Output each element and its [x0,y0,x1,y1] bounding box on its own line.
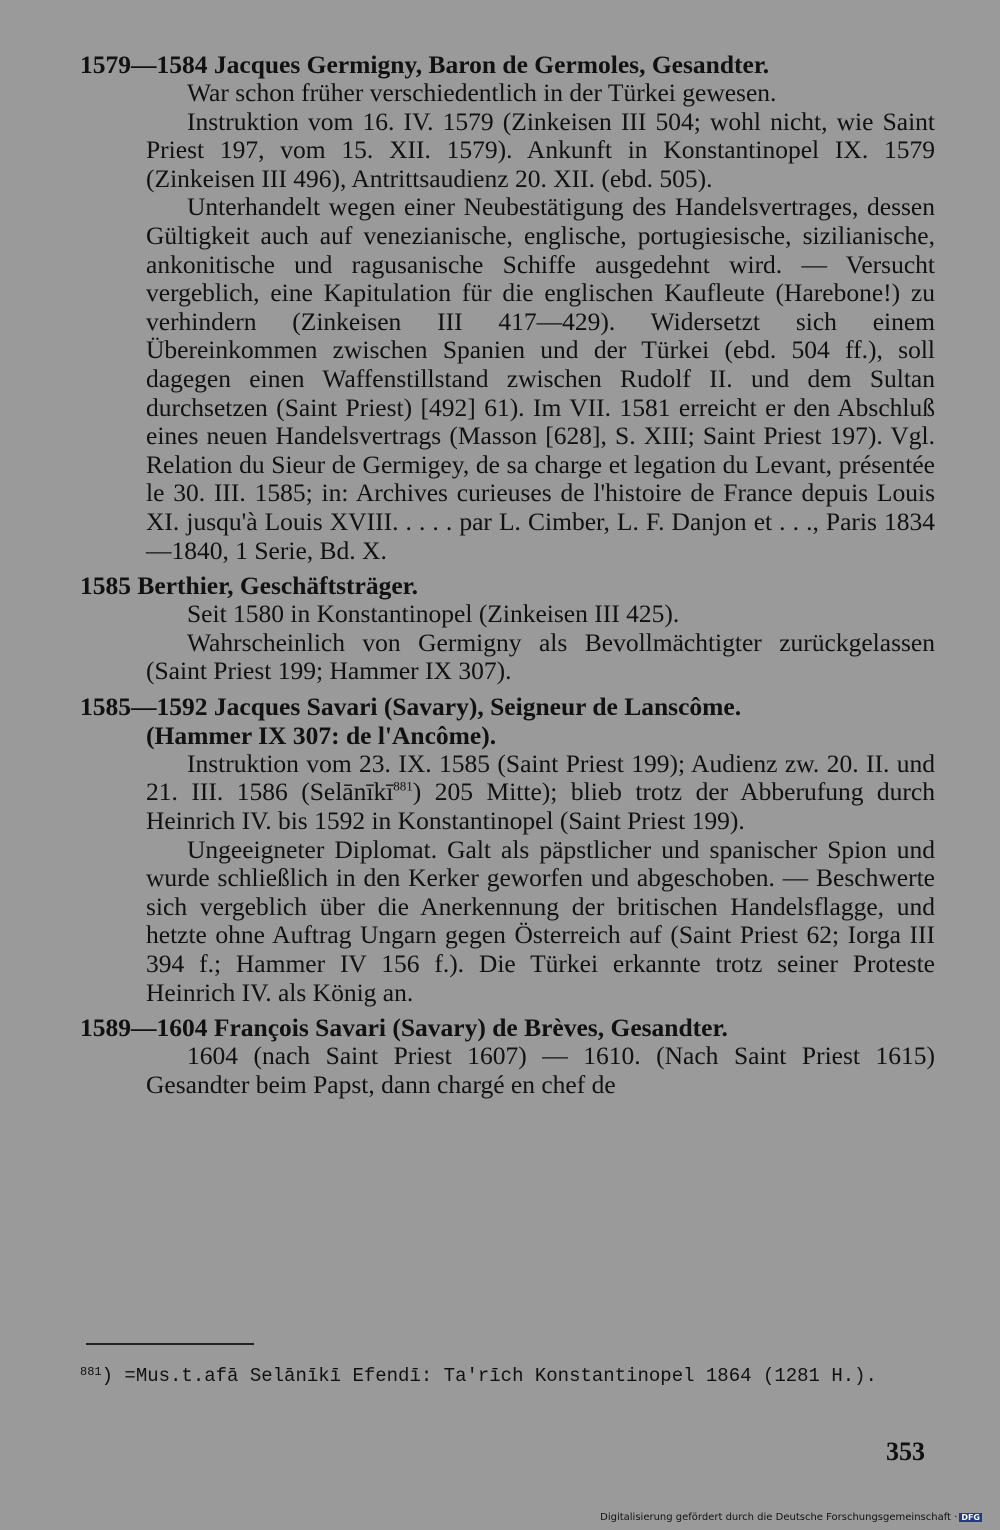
entry-savari [80,692,935,1007]
entry-heading-continued: (Hammer IX 307: de l'Ancôme). [146,720,497,750]
entry-heading: 1585—1592 Jacques Savari (Savary), Seigneur de Lanscôme. [80,691,742,721]
paragraph-text: Instruktion vom 23. IX. 1585 (Saint Priest 199); Audienz zw. 20. II. und 21. III. 1586 (Selānīkī [146,748,935,807]
footnote-text: ) =Mus.t.afā Selānīkī Efendī: Ta'rīch Konstantinopel 1864 (1281 H.). [101,1365,877,1387]
entry-heading: 1585 Berthier, Geschäftsträger. [80,571,419,601]
entry-paragraph [146,750,935,836]
page-body [80,50,935,1105]
entry-heading: 1589—1604 François Savari (Savary) de Brèves, Gesandter. [80,1013,728,1043]
entry-paragraph: War schon früher verschiedentlich in der Türkei gewesen. [187,78,777,107]
page-number: 353 [886,1437,925,1466]
entry-paragraph: Wahrscheinlich von Germigny als Bevollmächtigter zurückgelassen (Saint Priest 199; Hammer IX 307). [146,627,935,686]
entry-germigny [80,50,935,565]
footnote [80,1360,932,1389]
entry-paragraph: 1604 (nach Saint Priest 1607) — 1610. (Nach Saint Priest 1615) Gesandter beim Papst, dann chargé en chef de [146,1041,935,1099]
entry-paragraph: Unterhandelt wegen einer Neubestätigung des Handelsvertrages, dessen Gültigkeit auch auf venezianische, englische, portugiesische, sizilianische, ankonitische und ragusanische Schiffe ausgedehnt wird. — Versucht vergeblich, eine Kapitulation für die englischen Kaufleute (Harebone!) zu verhindern (Zinkeisen III 417—429). Widersetzt sich einem Übereinkommen zwischen Spanien und der Türkei (ebd. 504 ff.), soll dagegen einen Waffenstillstand zwischen Rudolf II. und dem Sultan durchsetzen (Saint Priest) [492] 61). Im VII. 1581 erreicht er den Abschluß eines neuen Handelsvertrags (Masson [628], S. XIII; Saint Priest 197). Vgl. Relation du Sieur de Germigey, de sa charge et legation du Levant, présentée le 30. III. 1585; in: Archives curieuses de l'histoire de France depuis Louis XI. jusqu'à Louis XVIII. . . . . par L. Cimber, L. F. Danjon et . . ., Paris 1834—1840, 1 Serie, Bd. X. [146,192,935,565]
footnote-number: 881 [80,1365,102,1379]
footnote-reference[interactable]: 881 [393,778,413,794]
entry-heading: 1579—1584 Jacques Germigny, Baron de Germoles, Gesandter. [80,50,770,79]
entry-paragraph: Ungeeigneter Diplomat. Galt als päpstlicher und spanischer Spion und wurde schließlich in den Kerker geworfen und abgeschoben. — Beschwerte sich vergeblich über die Anerkennung der britischen Handelsflagge, und hetzte ohne Auftrag Ungarn gegen Österreich auf (Saint Priest 62; Iorga III 394 f.; Hammer IV 156 f.). Die Türkei erkannte trotz seiner Proteste Heinrich IV. als König an. [146,834,935,1007]
dfg-credit-text: Digitalisierung gefördert durch die Deutsche Forschungsgemeinschaft · [600,1512,958,1523]
dfg-logo: DFG [961,1513,980,1522]
paragraph-text: ) 205 Mitte); blieb trotz der Abberufung durch Heinrich IV. bis 1592 in Konstantinopel (Saint Priest 199). [146,777,935,836]
entry-breves [80,1013,935,1099]
footnote-divider [86,1343,254,1345]
entry-paragraph: Instruktion vom 16. IV. 1579 (Zinkeisen III 504; wohl nicht, wie Saint Priest 197, vom 15. XII. 1579). Ankunft in Konstantinopel IX. 1579 (Zinkeisen III 496), Antrittsaudienz 20. XII. (ebd. 505). [146,106,935,193]
dfg-credit [600,1512,982,1523]
entry-paragraph: Seit 1580 in Konstantinopel (Zinkeisen III 425). [187,599,680,629]
entry-berthier [80,571,935,686]
